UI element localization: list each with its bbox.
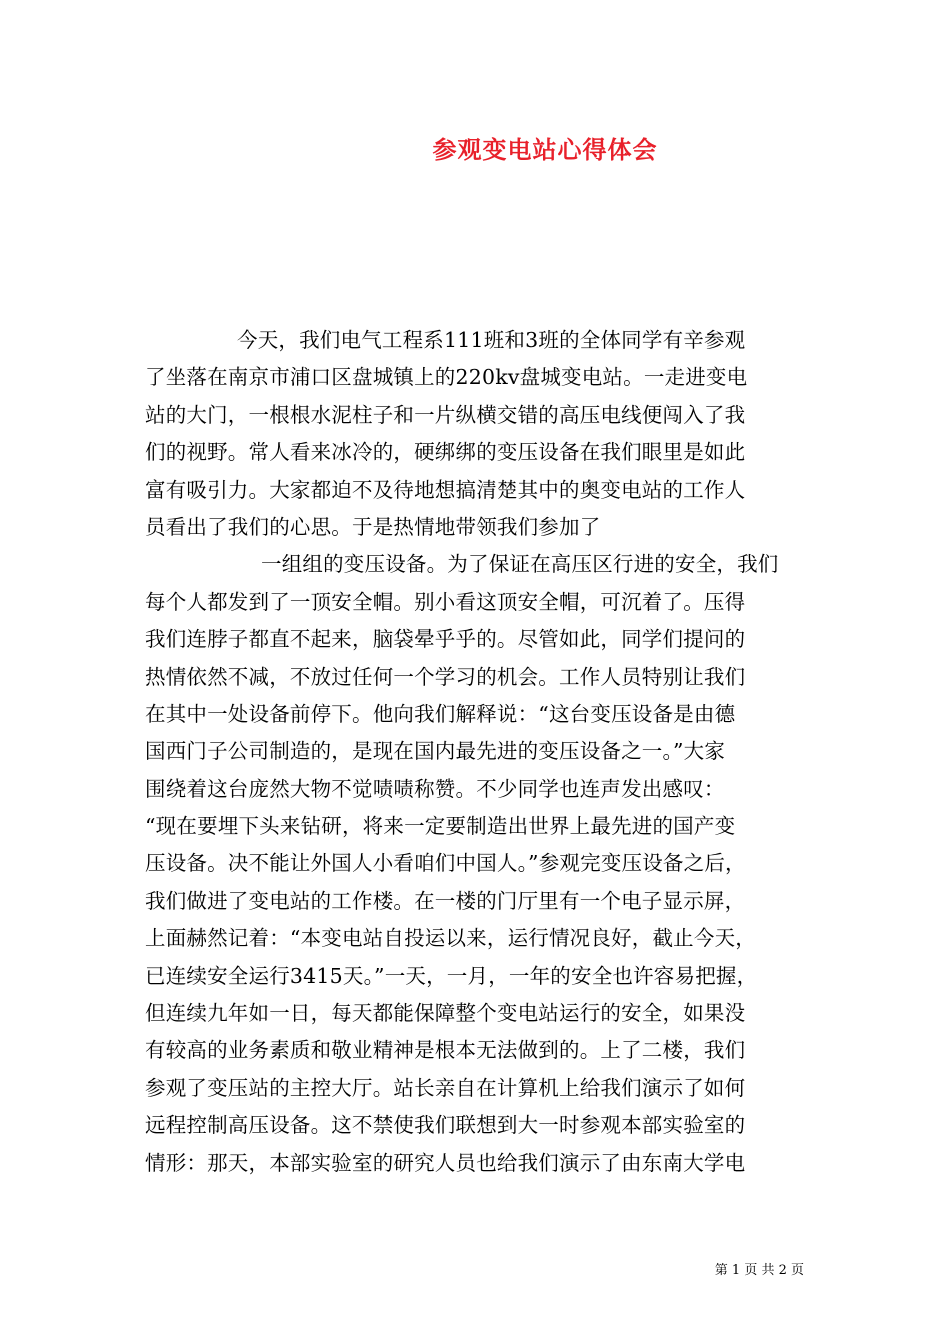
text-line: 了坐落在南京市浦口区盘城镇上的220kv盘城变电站。一走进变电 xyxy=(145,365,748,390)
text-line: 情形：那天，本部实验室的研究人员也给我们演示了由东南大学电 xyxy=(145,1150,746,1175)
text-line: 热情依然不减，不放过任何一个学习的机会。工作人员特别让我们 xyxy=(145,664,746,689)
text-line: 员看出了我们的心思。于是热情地带领我们参加了 xyxy=(145,514,601,539)
page-title: 参观变电站心得体会 xyxy=(432,135,658,164)
text-line: 在其中一处设备前停下。他向我们解释说：“这台变压设备是由德 xyxy=(145,701,736,726)
text-line: 已连续安全运行3415天。”一天，一月，一年的安全也许容易把握， xyxy=(145,963,758,988)
text-line: 们的视野。常人看来冰冷的，硬绑绑的变压设备在我们眼里是如此 xyxy=(145,440,746,465)
text-line: 一组组的变压设备。为了保证在高压区行进的安全，我们 xyxy=(261,552,779,577)
text-line: 站的大门，一根根水泥柱子和一片纵横交错的高压电线便闯入了我 xyxy=(145,402,746,427)
text-line: “现在要埋下头来钻研，将来一定要制造出世界上最先进的国产变 xyxy=(145,814,736,839)
text-line: 每个人都发到了一顶安全帽。别小看这顶安全帽，可沉着了。压得 xyxy=(145,589,746,614)
text-line: 压设备。决不能让外国人小看咱们中国人。”参观完变压设备之后， xyxy=(145,851,746,876)
text-line: 参观了变压站的主控大厅。站长亲自在计算机上给我们演示了如何 xyxy=(145,1075,746,1100)
text-line: 国西门子公司制造的，是现在国内最先进的变压设备之一。”大家 xyxy=(145,739,726,764)
page-number: 第 1 页 共 2 页 xyxy=(714,1263,804,1278)
text-line: 上面赫然记着：“本变电站自投运以来，运行情况良好，截止今天， xyxy=(145,926,756,951)
text-line: 今天，我们电气工程系111班和3班的全体同学有辛参观 xyxy=(237,328,746,352)
text-line: 我们做进了变电站的工作楼。在一楼的门厅里有一个电子显示屏， xyxy=(145,888,746,913)
body-text xyxy=(145,322,810,1182)
text-line: 但连续九年如一日，每天都能保障整个变电站运行的安全，如果没 xyxy=(145,1001,746,1026)
text-line: 围绕着这台庞然大物不觉啧啧称赞。不少同学也连声发出感叹： xyxy=(145,776,725,801)
text-line: 我们连脖子都直不起来，脑袋晕乎乎的。尽管如此，同学们提问的 xyxy=(145,627,746,652)
text-line: 有较高的业务素质和敬业精神是根本无法做到的。上了二楼，我们 xyxy=(145,1038,746,1063)
text-line: 富有吸引力。大家都迫不及待地想搞清楚其中的奥变电站的工作人 xyxy=(145,477,746,502)
text-line: 远程控制高压设备。这不禁使我们联想到大一时参观本部实验室的 xyxy=(145,1113,746,1138)
